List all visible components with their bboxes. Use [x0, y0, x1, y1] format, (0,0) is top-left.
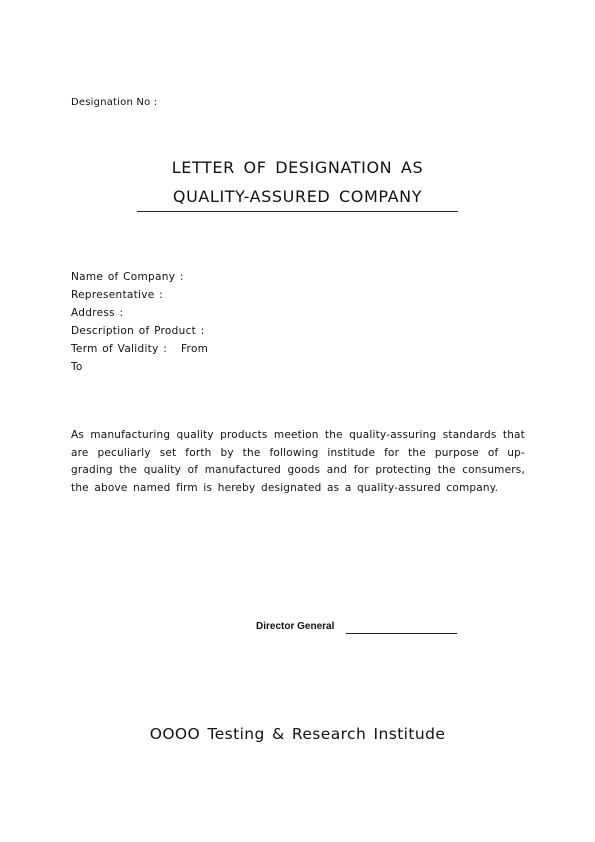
document-title-line-1: LETTER OF DESIGNATION AS: [171, 158, 424, 177]
institute-name: OOOO Testing & Research Institude: [149, 725, 446, 743]
designation-statement: As manufacturing quality products meetion the quality-assuring standards that are peculiarly set forth by the following institude for the purpose of up-grading the quality of manufactured goods and for protecting the consumers, the above named firm is hereby designated as a quality-assured company.: [71, 429, 525, 494]
title-underline: [137, 211, 458, 212]
designation-number-label: Designation No :: [71, 97, 158, 108]
director-general-label: Director General: [256, 621, 335, 632]
address-label: Address :: [71, 307, 124, 319]
signature-line: [346, 633, 457, 634]
product-description-label: Description of Product :: [71, 325, 205, 337]
representative-label: Representative :: [71, 289, 164, 301]
validity-from-label: Term of Validity : From: [71, 343, 209, 355]
company-details: [71, 268, 208, 376]
validity-to-label: To: [71, 361, 83, 373]
document-title-line-2: QUALITY-ASSURED COMPANY: [172, 187, 423, 206]
company-name-label: Name of Company :: [71, 271, 184, 283]
